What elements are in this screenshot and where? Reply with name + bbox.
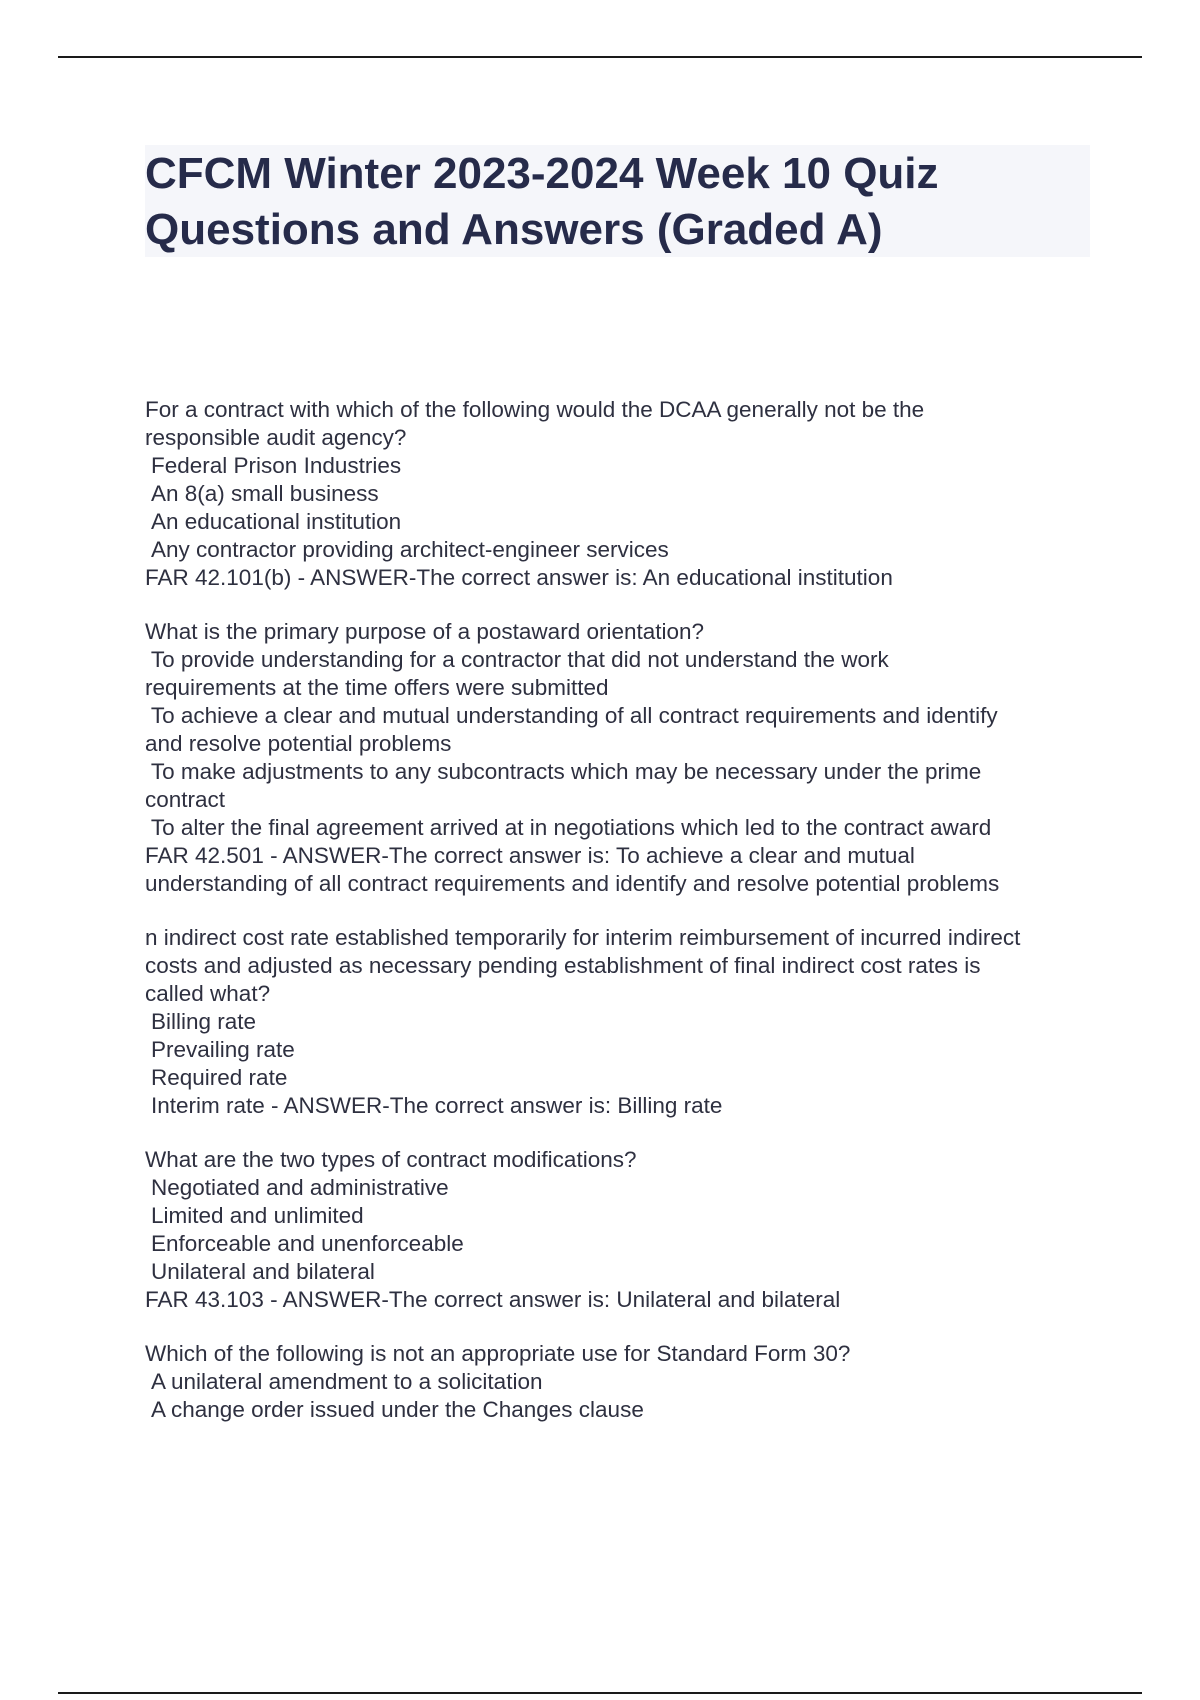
question-text: costs and adjusted as necessary pending establishment of final indirect cost rates is bbox=[145, 953, 981, 978]
answer-option: Billing rate bbox=[151, 1009, 257, 1034]
question-text: For a contract with which of the following would the DCAA generally not be the bbox=[145, 397, 925, 422]
answer-option: A change order issued under the Changes clause bbox=[151, 1397, 644, 1422]
question-block bbox=[145, 924, 1105, 1120]
answer-option: Enforceable and unenforceable bbox=[151, 1231, 464, 1256]
footer-rule bbox=[58, 1692, 1142, 1694]
answer-option: Federal Prison Industries bbox=[151, 453, 402, 478]
question-text: Which of the following is not an appropriate use for Standard Form 30? bbox=[145, 1341, 851, 1366]
answer-option: An 8(a) small business bbox=[151, 481, 379, 506]
quiz-content bbox=[145, 396, 1105, 1450]
question-text: n indirect cost rate established temporarily for interim reimbursement of incurred indirect bbox=[145, 925, 1021, 950]
correct-answer: FAR 42.501 - ANSWER-The correct answer is: To achieve a clear and mutual bbox=[145, 843, 915, 868]
question-block bbox=[145, 1340, 1105, 1424]
answer-option-continued: and resolve potential problems bbox=[145, 731, 452, 756]
question-block bbox=[145, 618, 1105, 898]
answer-option: Prevailing rate bbox=[151, 1037, 295, 1062]
answer-option: To provide understanding for a contractor that did not understand the work bbox=[145, 647, 889, 672]
question-text: What is the primary purpose of a postaward orientation? bbox=[145, 619, 705, 644]
question-text: called what? bbox=[145, 981, 271, 1006]
answer-option: Negotiated and administrative bbox=[151, 1175, 449, 1200]
answer-option: Unilateral and bilateral bbox=[151, 1259, 375, 1284]
question-block bbox=[145, 396, 1105, 592]
title-line: Questions and Answers (Graded A) bbox=[145, 205, 883, 254]
answer-option: An educational institution bbox=[151, 509, 402, 534]
question-text: What are the two types of contract modifications? bbox=[145, 1147, 637, 1172]
correct-answer: understanding of all contract requirements and identify and resolve potential problems bbox=[145, 871, 1000, 896]
answer-option: To alter the final agreement arrived at in negotiations which led to the contract award bbox=[145, 815, 992, 840]
correct-answer: Interim rate - ANSWER-The correct answer is: Billing rate bbox=[151, 1093, 723, 1118]
document-title bbox=[145, 146, 1090, 258]
correct-answer: FAR 42.101(b) - ANSWER-The correct answer is: An educational institution bbox=[145, 565, 893, 590]
header-rule bbox=[58, 56, 1142, 58]
answer-option-continued: contract bbox=[145, 787, 226, 812]
answer-option: Any contractor providing architect-engineer services bbox=[151, 537, 669, 562]
question-block bbox=[145, 1146, 1105, 1314]
question-text: responsible audit agency? bbox=[145, 425, 407, 450]
title-line: CFCM Winter 2023-2024 Week 10 Quiz bbox=[145, 149, 939, 198]
answer-option: To make adjustments to any subcontracts which may be necessary under the prime bbox=[145, 759, 982, 784]
answer-option: To achieve a clear and mutual understanding of all contract requirements and identify bbox=[145, 703, 998, 728]
answer-option: Required rate bbox=[151, 1065, 288, 1090]
answer-option: A unilateral amendment to a solicitation bbox=[151, 1369, 543, 1394]
correct-answer: FAR 43.103 - ANSWER-The correct answer is: Unilateral and bilateral bbox=[145, 1287, 841, 1312]
answer-option-continued: requirements at the time offers were submitted bbox=[145, 675, 609, 700]
answer-option: Limited and unlimited bbox=[151, 1203, 364, 1228]
